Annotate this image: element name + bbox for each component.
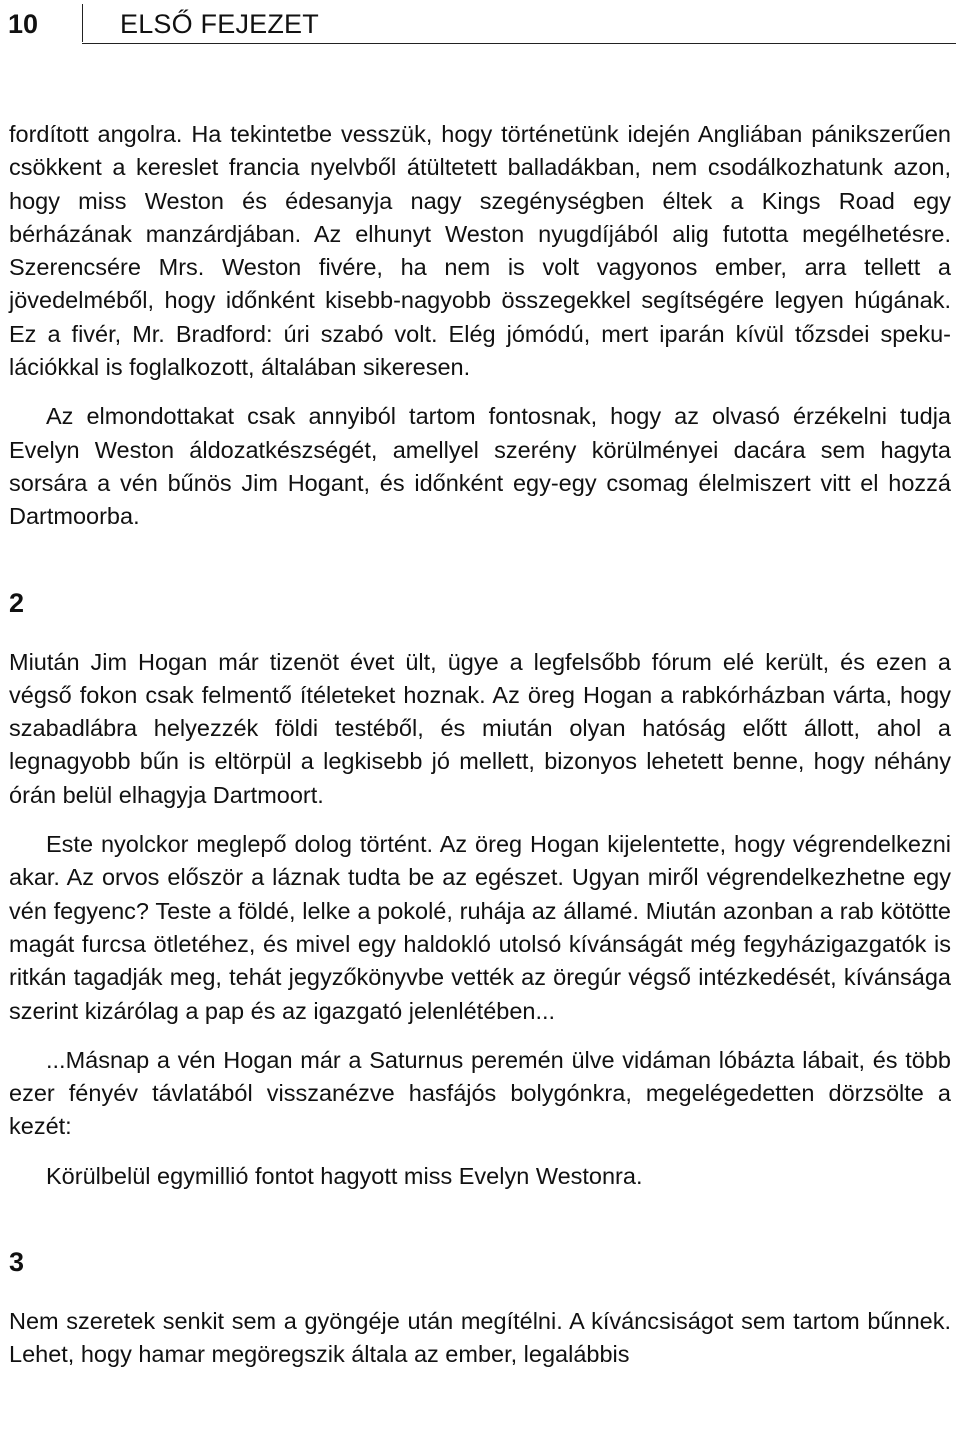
page-body [9, 118, 951, 1372]
paragraph-2: Az elmondottakat csak annyiból tartom fontosnak, hogy az olvasó érzékelni tudja Evelyn Weston áldozatkészségét, amellyel szerény körülményei dacára sem hagyta sorsára a vén bűnös Jim Hogant, és időnként egy-egy csomag élelmiszert vitt el hozzá Dartmoorba. [9, 403, 951, 530]
paragraph-7: Nem szeretek senkit sem a gyöngéje után megítélni. A kíváncsiságot sem tartom bűnnek. Lehet, hogy hamar megöregszik általa az ember, legalábbis [9, 1308, 951, 1368]
paragraph-3: Miután Jim Hogan már tizenöt évet ült, ügye a legfelsőbb fórum elé került, és ezen a végső fokon csak felmentő ítéleteket hoznak. Az öreg Hogan a rabkórházban várta, hogy szabadlábra helyezzék földi testéből, és miután olyan hatóság előtt állott, ahol a legnagyobb bűn is eltörpül a legkisebb jó mellett, bizonyos lehetett benne, hogy néhány órán belül elhagyja Dartmoort. [9, 648, 951, 808]
paragraph-1: fordított angolra. Ha tekintetbe vesszük, hogy történetünk idején Angliában pánikszerűen csökkent a kereslet francia nyelvből átültetett balladákban, nem csodálkozhatunk azon, hogy miss Weston és édesanyja nagy szegénységben éltek a Kings Road egy bérházának manzárdjában. Az elhunyt Weston nyugdíjából alig futotta megélhetésre. Szerencsére Mrs. Weston fivére, ha nem is volt vagyonos ember, arra tellett a jövedelméből, hogy időnként kisebb-nagyobb összegekkel segítségére legyen húgának. Ez a fivér, Mr. Bradford: úri szabó volt. Elég jómódú, mert iparán kívül tőzsdei spekulációkkal is foglalkozott, általában sikeresen. [9, 121, 951, 381]
section-number-2: 2 [9, 587, 25, 618]
header-rule [82, 43, 956, 44]
paragraph-4: Este nyolckor meglepő dolog történt. Az öreg Hogan kijelentette, hogy végrendelkezni akar. Az orvos először a láznak tudta be az egészet. Ugyan miről végrendelkezhetne egy vén fegyenc? Teste a földé, lelke a pokolé, ruhája az államé. Miután azonban a rab kötötte magát furcsa ötletéhez, és mivel egy haldokló utolsó kívánságát még fegyházigazgatók is ritkán tagadják meg, tehát jegyzőkönyvbe vették az öregúr végső intézkedését, kívánsága szerint kizárólag a pap és az igazgató jelenlétében... [9, 831, 951, 1024]
section-number-3: 3 [9, 1247, 25, 1278]
chapter-title: ELSŐ FEJEZET [120, 9, 319, 39]
page-number: 10 [8, 9, 39, 39]
page-header [0, 0, 960, 46]
paragraph-5: ...Másnap a vén Hogan már a Saturnus peremén ülve vidáman lóbázta lábait, és több ezer fényév távlatából visszanézve hasfájós bolygónkra, megelégedetten dörzsölte a kezét: [9, 1046, 951, 1140]
paragraph-6: Körülbelül egymillió fontot hagyott miss Evelyn Westonra. [46, 1162, 643, 1189]
header-divider [82, 4, 83, 42]
